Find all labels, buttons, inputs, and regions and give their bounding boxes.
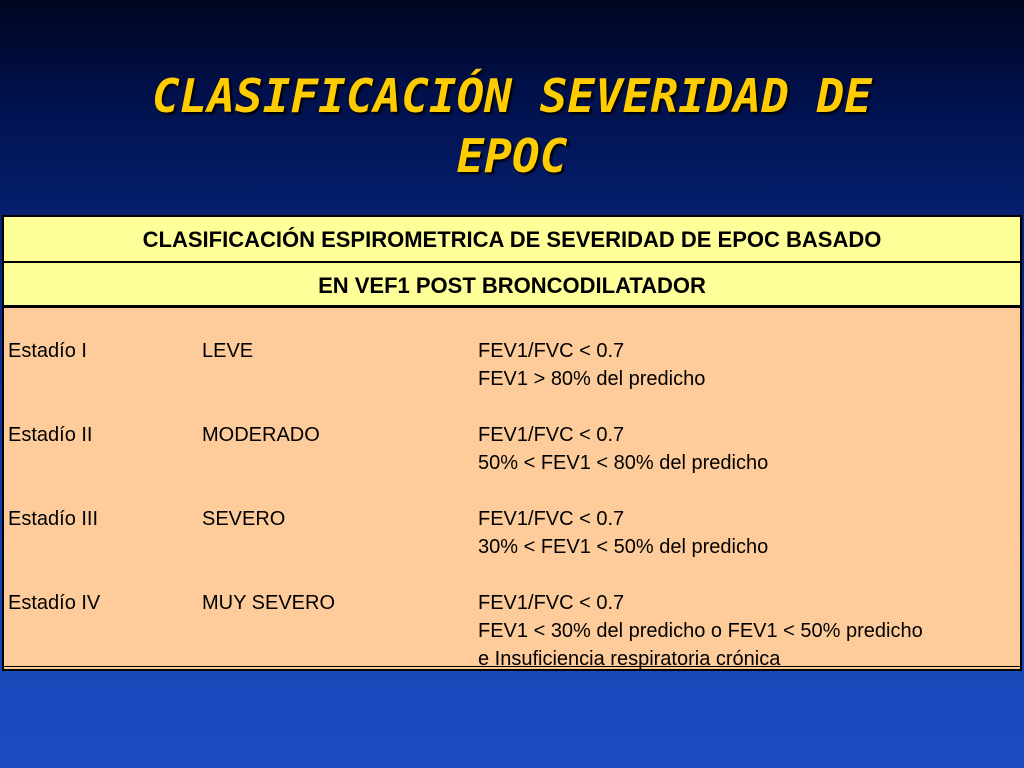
stage-label: Estadío II [8,424,93,446]
stage-label: Estadío IV [8,592,101,614]
criteria-line: FEV1 < 30% del predicho o FEV1 < 50% predicho [478,620,923,642]
criteria-line: FEV1/FVC < 0.7 [478,592,625,614]
criteria-cell [478,337,705,393]
table-header-line-2: EN VEF1 POST BRONCODILATADOR [4,263,1020,308]
criteria-cell [478,589,923,673]
table-body [4,308,1020,669]
slide-title [0,66,1024,186]
severity-table [2,215,1022,671]
criteria-line: FEV1/FVC < 0.7 [478,340,625,362]
severity-label: MODERADO [202,424,320,446]
table-header-line-1: CLASIFICACIÓN ESPIROMETRICA DE SEVERIDAD DE EPOC BASADO [4,217,1020,263]
criteria-cell [478,421,768,477]
stage-label: Estadío III [8,508,99,530]
slide-title-line-1: CLASIFICACIÓN SEVERIDAD DE [151,69,873,123]
severity-label: SEVERO [202,508,286,530]
table-bottom-rule [4,666,1020,667]
criteria-line: 50% < FEV1 < 80% del predicho [478,452,769,474]
stage-label: Estadío I [8,340,87,362]
criteria-cell [478,505,768,561]
severity-label: MUY SEVERO [202,592,335,614]
criteria-line: FEV1 > 80% del predicho [478,368,706,390]
criteria-line: FEV1/FVC < 0.7 [478,424,625,446]
criteria-line: FEV1/FVC < 0.7 [478,508,625,530]
criteria-line: e Insuficiencia respiratoria crónica [478,648,781,670]
slide-title-line-2: EPOC [456,129,568,183]
criteria-line: 30% < FEV1 < 50% del predicho [478,536,769,558]
severity-label: LEVE [202,340,254,362]
